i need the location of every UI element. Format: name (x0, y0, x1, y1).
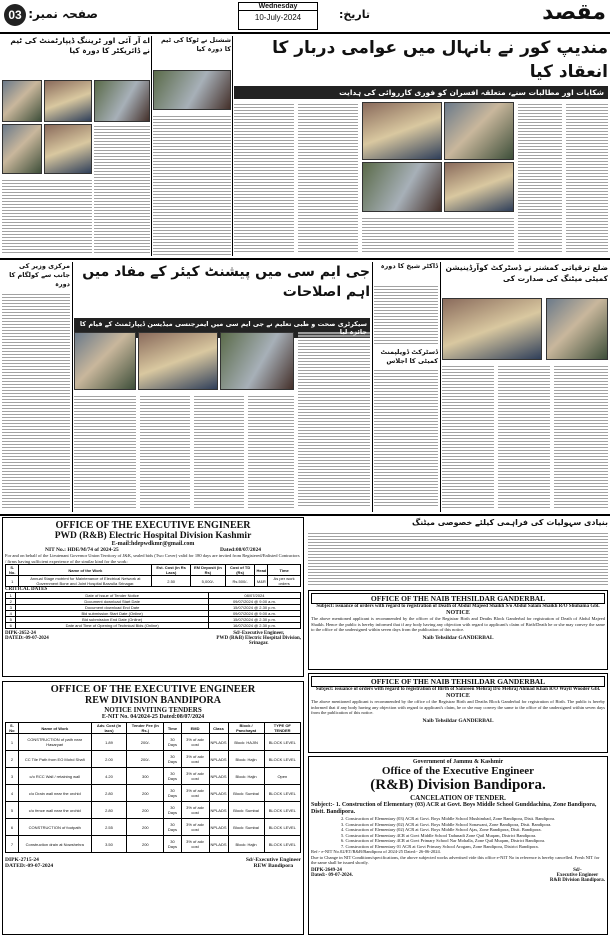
pwd-nit: NIT No.: HDE/M/74 of 2024-25 (45, 547, 119, 553)
rnb-sign-2: Executive Engineer (556, 872, 599, 878)
table-cell: Block: Hajin (228, 836, 264, 853)
page-number-badge: 03 (4, 4, 26, 26)
rew-tender-ad (2, 681, 304, 935)
mid-main-text-2 (140, 394, 190, 508)
table-header-cell: Block / Panchayat (228, 723, 264, 734)
mid-left-text (2, 292, 70, 508)
mid-main-photo-1 (74, 332, 136, 390)
mid-col-text-2 (374, 368, 438, 508)
table-cell: Block: HAJIN (228, 734, 264, 751)
pwd-email: E-mail:hdepwdkmr@gmail.com (111, 541, 195, 547)
table-cell: BLOCK LEVEL (264, 785, 300, 802)
list-item: 6. Construction of Elementary 4CR at Govt Primary School Nar Mohalla, Zone Quil Muqam, District Bandipora. (341, 838, 546, 843)
lead-text-col-3 (362, 216, 514, 254)
pwd-work-time: As per work orders (268, 576, 301, 587)
left-top-story (2, 36, 150, 256)
lead-text-col-5 (566, 102, 608, 254)
pwd-work-table (5, 564, 301, 587)
right-mid-text-2 (498, 364, 550, 508)
table-cell: BLOCK LEVEL (264, 819, 300, 836)
naib1-body: The above mentioned applicant is recommended by the officer of the Registrar Birth and Deaths Block Ganderbal for registration of Death of Abdul Majeed Shaikh. Hence the public is hereby informed that if any body having any objection with regard to applicant's claim of Birth/Death he or she may convey the same to the office of the undersigned within seven days from the publication of this notice. (311, 616, 605, 632)
table-cell: BLOCK LEVEL (264, 836, 300, 853)
left-top-photo-5 (44, 124, 92, 174)
table-cell: BLOCK LEVEL (264, 734, 300, 751)
table-header-cell: S. No. (6, 565, 19, 576)
table-cell: 5 (6, 802, 19, 819)
mid-col-headline: ڈاکٹر شیخ کا دورہ (380, 262, 438, 270)
table-cell: 3% of adv cost (181, 751, 209, 768)
table-cell: c/o Drain wall near the orchid (18, 785, 91, 802)
table-cell: Construction drain at Nowshehra (18, 836, 91, 853)
rew-dipk: DIPK-2715-24 (5, 857, 39, 863)
rnb-items-list (311, 816, 605, 849)
naib1-sign: Naib Tehsildar GANDERBAL (422, 634, 494, 641)
table-cell: CONSTRUCTION of footpath (18, 819, 91, 836)
naib2-notice: NOTICE (446, 693, 470, 699)
pwd-work-head: M&R (255, 576, 268, 587)
table-header-cell: Tender Fee (In Rs.) (127, 723, 164, 734)
list-item: 7. Construction of Elementary 01 ACR at Govt Primary School Arogam, Zone Bandipora, District Bandipora. (341, 843, 539, 849)
mid-main-text-5 (298, 332, 370, 508)
section-rule (0, 514, 610, 516)
mid-main-text-3 (194, 394, 244, 508)
table-cell: 2.00 (91, 751, 127, 768)
table-cell: 16/07/2024 @ 2.30 p.m. (208, 623, 300, 629)
table-cell: NPLADS (209, 734, 228, 751)
list-item: 4. Construction of Elementary (02) ACR at Govt. Boys Middle School Ajas, Zone Bandipora, Distt. Bandipora. (341, 827, 542, 832)
table-cell: Block: Hajin (228, 751, 264, 768)
left-top-headline: اے آر آئی اور ٹریننگ ڈیپارٹمنٹ کی ٹیم نے ڈائریکٹر کا دورہ کیا (10, 36, 150, 55)
left-top-photo-3 (94, 80, 150, 122)
table-cell: 200 (127, 819, 164, 836)
table-cell: 300 (127, 768, 164, 785)
table-cell: 4 (6, 785, 19, 802)
lead-text-col-2 (298, 102, 358, 254)
rew-division: REW DIVISION BANDIPORA (85, 695, 221, 706)
left-top-text (94, 124, 150, 254)
lower-right-headline: بنیادی سہولیات کی فراہمی کیلئے خصوصی میٹنگ (412, 518, 608, 527)
table-cell: 200 (127, 802, 164, 819)
pwd-work-name: Annual Stage motrimt for Maintenance of Electrical Network at Government Bone and Joint Hospital Barzulla Srinagar. (19, 576, 152, 587)
table-cell: 7 (6, 836, 19, 853)
naib1-office: OFFICE OF THE NAIB TEHSILDAR GANDERBAL (311, 593, 605, 604)
mid-left-story (2, 262, 70, 512)
pwd-critical-table (5, 592, 301, 629)
table-header-cell: S. No (6, 723, 19, 734)
table-cell: Bid submission End Date (Online) (16, 617, 208, 623)
table-cell: 30 Days (164, 734, 181, 751)
table-header-cell: Name of Work (18, 723, 91, 734)
page-number-label: صفحہ نمبر: (28, 7, 98, 21)
table-cell: 2.55 (91, 819, 127, 836)
table-cell: 15/07/2024 @ 2.30 p.m. (208, 617, 300, 623)
table-row (6, 734, 301, 751)
date-label: تاریخ: (338, 8, 370, 21)
pwd-work-cost: 2.50 (152, 576, 191, 587)
table-cell: Document download End Date (16, 605, 208, 611)
col2-headline: ششتل نے ٹوکا کی ٹیم کا دورہ کیا (160, 36, 231, 53)
right-mid-text-1 (442, 364, 494, 508)
table-header-cell: Head (255, 565, 268, 576)
table-row (6, 802, 301, 819)
table-cell: c/o RCC Wall / retaining wall (18, 768, 91, 785)
table-cell: Block: Hajin (228, 768, 264, 785)
table-cell: CC Tile Path from EO Mohd Shafi (18, 751, 91, 768)
pwd-work-emd: 5,000/- (191, 576, 226, 587)
table-cell: 3% of adv cost (181, 819, 209, 836)
table-cell: 2 (6, 751, 19, 768)
table-cell: 2.80 (91, 802, 127, 819)
table-cell: 3% of adv cost (181, 768, 209, 785)
mid-col-headline-2: ڈسٹرکٹ ڈویلپمنٹ کمیٹی کا اجلاس (380, 348, 438, 365)
table-cell: Date and Time of Opening of Technical Bids (Online) (16, 623, 208, 629)
rnb-division: (R&B) Division Bandipora. (370, 777, 546, 793)
date-text: 10-July-2024 (254, 13, 302, 22)
left-top-photo-2 (44, 80, 92, 122)
pwd-critical-title: CRITICAL DATES (5, 587, 48, 592)
column-rule (151, 36, 152, 256)
naib2-office: OFFICE OF THE NAIB TEHSILDAR GANDERBAL (311, 676, 605, 687)
section-rule (0, 258, 610, 260)
table-cell: 15/07/2024 @ 2.30 p.m. (208, 605, 300, 611)
lower-right-text (308, 531, 608, 585)
table-cell: Document download Start Date (16, 599, 208, 605)
table-cell: Block: Sumbal (228, 819, 264, 836)
list-item: 5. Construction of Elementary 4CR at Govt Middle School Tadunadi Zone Quil Muqam, District Bandipora. (341, 832, 537, 838)
table-cell: NPLADS (209, 836, 228, 853)
pwd-tender-ad (2, 517, 304, 677)
table-row (6, 785, 301, 802)
table-row (6, 768, 301, 785)
mid-main-story (74, 262, 370, 512)
rew-office: OFFICE OF THE EXECUTIVE ENGINEER (50, 684, 256, 695)
rnb-gov: Government of Jammu & Kashmir (412, 759, 504, 765)
table-cell: 2.80 (91, 785, 127, 802)
right-mid-text-3 (554, 364, 608, 508)
table-cell: 5 (6, 617, 16, 623)
rew-sign-1: Sd/-Executive Engineer (245, 857, 301, 863)
table-cell: 30 Days (164, 836, 181, 853)
column-rule (232, 36, 233, 256)
rew-work-table (5, 722, 301, 853)
table-cell: 1 (6, 734, 19, 751)
lead-photo-2 (444, 102, 514, 160)
table-cell: 30 Days (164, 768, 181, 785)
table-cell: 200 (127, 836, 164, 853)
table-row (6, 836, 301, 853)
date-box (238, 2, 318, 30)
rnb-subject: Subject:- 1. Construction of Elementary (03) ACR at Govt. Boys Middle School Gunddachina, Zone Bandipora, Distt. Bandipora. (311, 802, 597, 815)
pwd-dated: Dated:08/07/2024 (220, 547, 261, 553)
mid-main-subheadline: سیکرٹری صحت و طبی تعلیم نے جی ایم سی میں ایمرجنسی میڈیسن ڈیپارٹمنٹ کے قیام کا (74, 318, 370, 338)
naib2-sign: Naib Tehsildar GANDERBAL (422, 717, 494, 724)
list-item: 3. Construction of Elementary (02) ACR at Govt. Boys Middle School Sonawani, Zone Bandipora, Distt. Bandipora. (341, 821, 552, 827)
rew-dated-footer: DATED:-09-07-2024 (5, 863, 54, 869)
table-row (6, 623, 301, 629)
table-cell: 1 (6, 593, 16, 599)
rnb-ref: Ref:- e-NIT No.02/ET/R&B/Bandipora of 2024-25 Dated:- 26-06-2024. (311, 849, 441, 854)
newspaper-logo: مقصد (542, 0, 606, 25)
table-cell: Block: Sumbal (228, 785, 264, 802)
day-text: Wednesday (239, 3, 317, 11)
table-header-cell: Time (164, 723, 181, 734)
table-row (6, 819, 301, 836)
table-cell: 6 (6, 819, 19, 836)
lead-text-col-4 (518, 102, 562, 254)
mid-main-photo-2 (138, 332, 218, 390)
mid-main-headline: جی ایم سی میں پیشنٹ کیئر کے مفاد میں اہم اصلاحات (82, 264, 370, 300)
table-cell: 30 Days (164, 819, 181, 836)
rnb-sign-1: Sd/- (573, 867, 582, 873)
table-cell: Bid submission Start Date (Online) (16, 611, 208, 617)
table-cell: 30 Days (164, 751, 181, 768)
table-cell: 200/- (127, 734, 164, 751)
lead-story (234, 36, 608, 256)
table-cell: 09/07/2024 @ 9.00 a.m. (208, 611, 300, 617)
pwd-office: OFFICE OF THE EXECUTIVE ENGINEER (55, 520, 251, 531)
pwd-work-sno: 1 (6, 576, 19, 587)
table-cell: 4.20 (91, 768, 127, 785)
table-cell: NPLADS (209, 819, 228, 836)
rnb-sign-3: R&B Division Bandipora. (549, 877, 605, 883)
naib-notice-1 (308, 590, 608, 670)
pwd-work-td: Rs.500/- (225, 576, 255, 587)
rnb-dipk: DIPK-2649-24 (311, 867, 342, 873)
table-header-cell: Time (268, 565, 301, 576)
table-cell: 3.50 (91, 836, 127, 853)
rew-notice: NOTICE INVITING TENDERS (104, 706, 202, 714)
table-cell: c/o fence wall near the orchid (18, 802, 91, 819)
column-rule (440, 262, 441, 512)
table-cell: 30 Days (164, 785, 181, 802)
table-cell: 30 Days (164, 802, 181, 819)
table-cell: 200/- (127, 751, 164, 768)
mid-main-text-4 (248, 394, 294, 508)
table-cell: 2 (6, 599, 16, 605)
lead-text-col-1 (234, 102, 294, 254)
table-cell: NPLADS (209, 751, 228, 768)
rew-nit: E-NIT No. 04/2024-25 Dated:08/07/2024 (101, 714, 205, 720)
table-cell: 3% of adv cost (181, 802, 209, 819)
mid-col-story (374, 262, 438, 512)
pwd-dipk: DIPK-2652-24 (5, 631, 36, 636)
mid-col-text-1 (374, 284, 438, 344)
table-header-cell: Cost of TD (Rs) (225, 565, 255, 576)
table-header-cell: EM Deposit (in Rs) (191, 565, 226, 576)
pwd-dated-footer: DATED:-09-07-2024 (5, 636, 49, 641)
table-cell: 09/07/2024 @ 9.00 a.m. (208, 599, 300, 605)
table-cell: Date of issue of Tender Notice (16, 593, 208, 599)
naib1-subject: Subject: issuance of orders with regard to registration of Death of Abdul Majeed Shaikh S/o Abdul Salam Shaikh R/O Shuhama Gbl. (316, 604, 600, 609)
naib-notice-2 (308, 673, 608, 753)
right-mid-photo-1 (442, 298, 542, 360)
table-cell: Block: Sumbal (228, 802, 264, 819)
lead-headline: مندیپ کور نے بانہال میں عوامی دربار کا انعقاد کیا (272, 38, 608, 82)
mid-left-headline: مرکزی وزیر کی جانب سے کولگام کا دورہ (9, 262, 70, 288)
table-header-cell: Class (209, 723, 228, 734)
rnb-body: Due to Change in NIT Conditions/specifications, the above subjected works advertised vide this office e-NIT No in reference is hereby cancelled. Fresh NIT for the same shall be issued shortly. (311, 854, 600, 865)
table-cell: 3 (6, 605, 16, 611)
table-cell: 4 (6, 611, 16, 617)
right-mid-headline: ضلع ترقیاتی کمشنر نے ڈسٹرکٹ کوآرڈینیشن کمیٹی میٹنگ کی صدارت کی (445, 263, 608, 283)
rnb-cancel: CANCELATION OF TENDER. (410, 794, 506, 802)
table-cell: Open (264, 768, 300, 785)
column-rule (72, 262, 73, 512)
left-top-photo-1 (2, 80, 42, 122)
right-mid-story (442, 262, 608, 512)
column-rule (372, 262, 373, 512)
table-cell: 1.89 (91, 734, 127, 751)
table-header-cell: Adv. Cost (In lacs) (91, 723, 127, 734)
table-cell: 3 (6, 768, 19, 785)
rnb-cancel-ad (308, 756, 608, 935)
col2-text (153, 114, 231, 256)
naib2-subject: Subject: issuance of orders with regard to registration of Birth of Samreen Mehraj D/o Mehraj Ahmad Khan R/O Wayil Wooder Gbl. (315, 687, 601, 692)
col2-photo (153, 70, 231, 110)
pwd-division: PWD (R&B) Electric Hospital Division Kashmir (54, 531, 252, 541)
table-cell: 6 (6, 623, 16, 629)
table-cell: NPLADS (209, 768, 228, 785)
table-header-cell: TYPE OF TENDER (264, 723, 300, 734)
table-cell: 3% of adv cost (181, 785, 209, 802)
masthead (0, 0, 610, 34)
rnb-dated: Dated:- 09-07-2024. (311, 872, 353, 878)
pwd-sign-1: Sd/-Executive Engineer, (233, 631, 285, 636)
left-top-text-2 (2, 178, 92, 254)
lead-photo-1 (362, 102, 442, 160)
table-cell: CONSTRUCTION of path near Hasaryari (18, 734, 91, 751)
left-top-photo-4 (2, 124, 42, 174)
table-cell: 08/07/2024 (208, 593, 300, 599)
pwd-sign-3: Srinagar. (248, 641, 269, 646)
table-cell: BLOCK LEVEL (264, 751, 300, 768)
table-cell: 3% of adv cost (181, 734, 209, 751)
lower-right-story (308, 517, 608, 587)
mid-main-photo-3 (220, 332, 294, 390)
naib1-notice: NOTICE (446, 610, 470, 616)
rnb-office: Office of the Executive Engineer (381, 765, 535, 777)
naib2-body: The above mentioned applicant is recommended by the office of the Registrar Birth and Deaths Block Ganderbal for registration of Birth. The public is hereby informed that if any body having any objection with regard to applicant's claim, he or she may convey the same to the office of the undersigned within seven days from the publication of this notice. (311, 699, 605, 715)
pwd-intro: For and on behalf of the Lieutenant Governor Union Territory of J&K, sealed bids (Two Cover) valid for 180 days are invited from Registered/Enlisted Contractors / firms having sufficient experience of the similar kind for the work: (5, 553, 300, 564)
pwd-sign-2: PWD (R&B) Electric Hospital Division, (216, 636, 301, 641)
table-cell: 3% of adv cost (181, 836, 209, 853)
table-header-cell: Name of the Work (19, 565, 152, 576)
rew-sign-2: REW Bandipora (253, 863, 294, 869)
mid-main-text-1 (74, 394, 136, 508)
col2-story (153, 36, 231, 256)
table-header-cell: EMD (181, 723, 209, 734)
lead-photo-4 (444, 162, 514, 212)
table-cell: NPLADS (209, 802, 228, 819)
table-header-cell: Est. Cost (in Rs Lacs) (152, 565, 191, 576)
right-mid-photo-2 (546, 298, 608, 360)
table-cell: BLOCK LEVEL (264, 802, 300, 819)
table-cell: 200 (127, 785, 164, 802)
list-item: 2. Construction of Elementary (03) ACR at Govt. Boys Middle School Mushimbad, Zone Bandipora, Distt. Bandipora. (341, 816, 556, 821)
lead-photo-3 (362, 162, 442, 212)
lead-subheadline: شکایات اور مطالبات سنے، متعلقہ افسران کو فوری کارروائی کی ہدایت (234, 86, 608, 99)
table-cell: NPLADS (209, 785, 228, 802)
table-row (6, 576, 301, 587)
table-row (6, 751, 301, 768)
